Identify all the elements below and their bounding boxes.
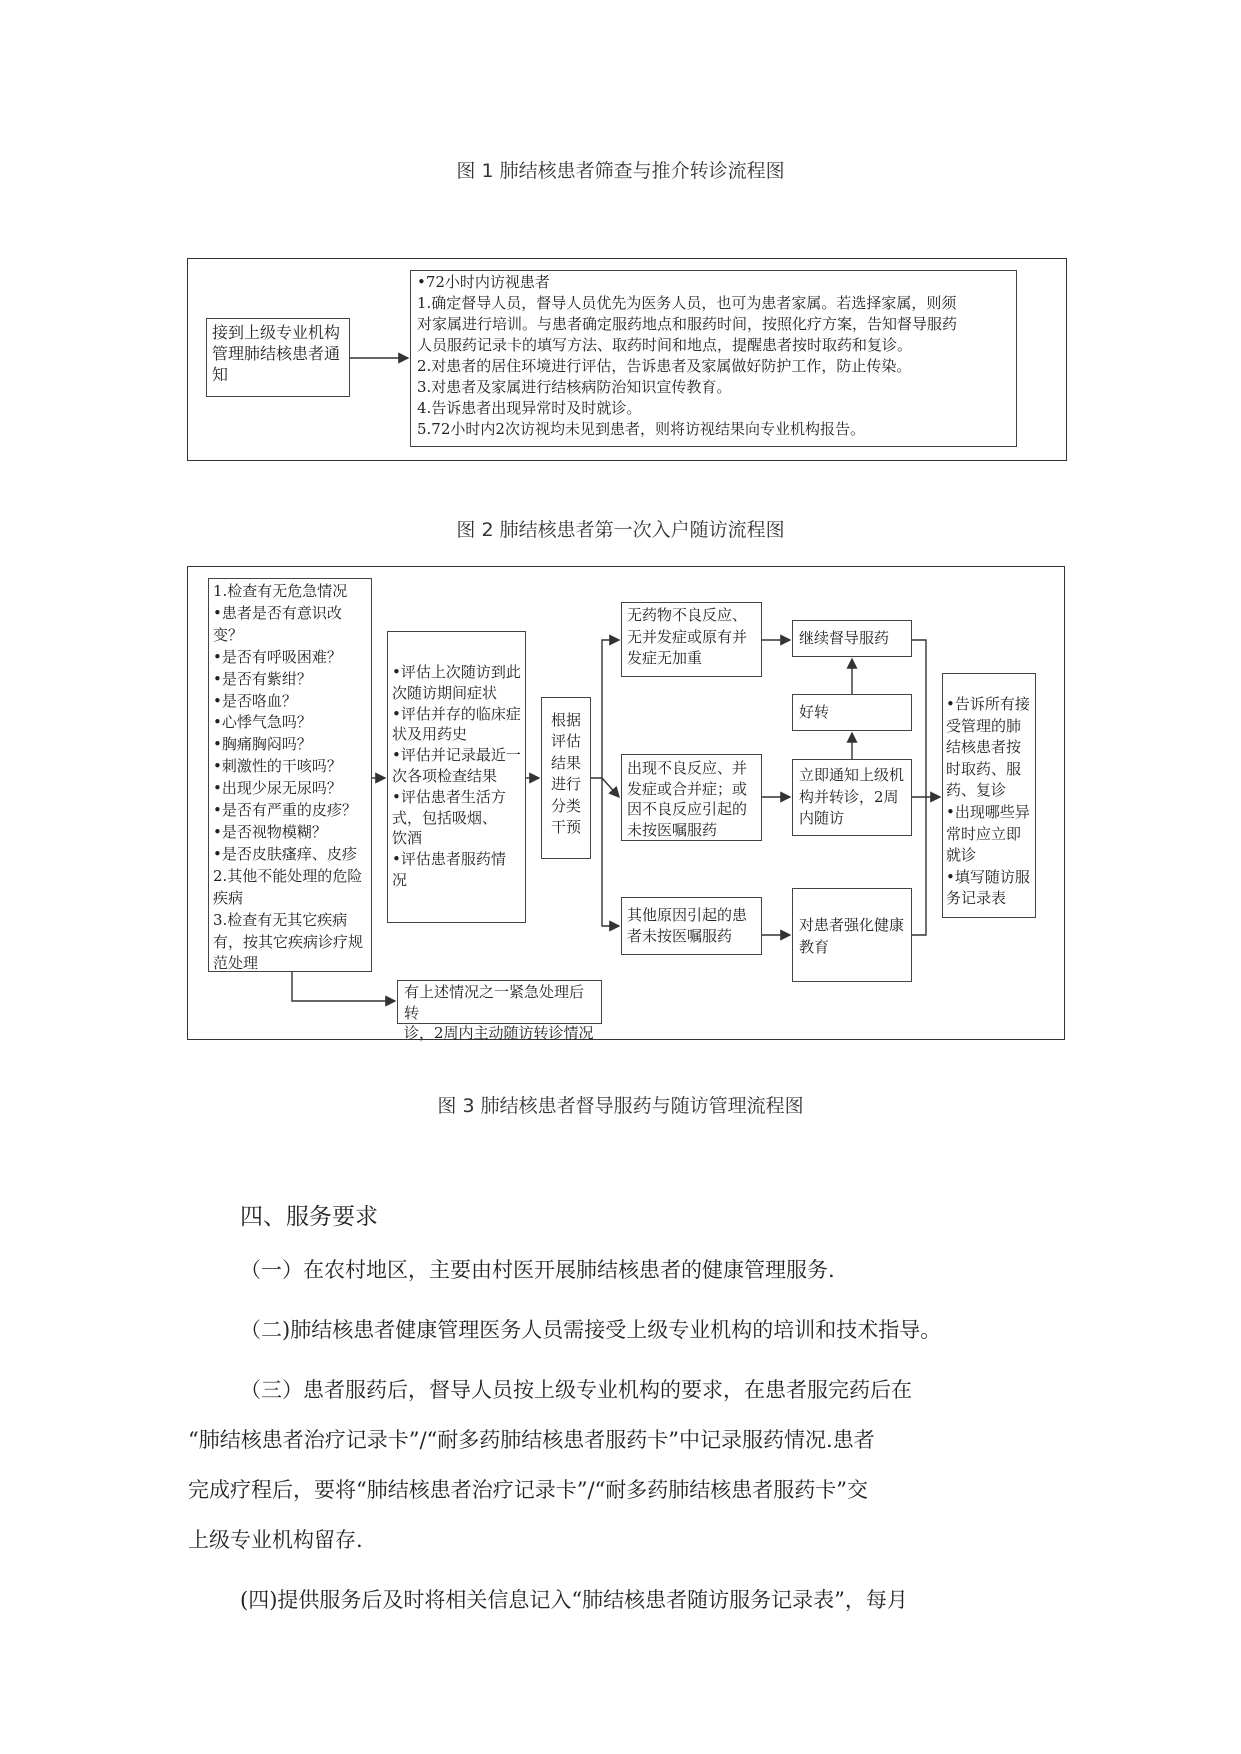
classify-box: 根据 评估 结果 进行 分类 干预 — [541, 697, 591, 859]
assessment-box: •评估上次随访到此 次随访期间症状 •评估并存的临床症 状及用药史 •评估并记录最近一 次各项检查结果 •评估患者生活方 式，包括吸烟、 饮酒 •评估患者服药情 况 — [387, 631, 526, 923]
other-reason-box: 其他原因引起的患 者未按医嘱服药 — [621, 897, 762, 955]
continue-supervision-box: 继续督导服药 — [792, 620, 912, 657]
figure-3-caption: 图 3 肺结核患者督导服药与随访管理流程图 — [437, 1095, 804, 1117]
emergency-referral-box: 有上述情况之一紧急处理后转 诊，2周内主动随访转诊情况 — [397, 980, 602, 1024]
improvement-box: 好转 — [792, 694, 912, 731]
paragraph-3-line-2: “肺结核患者治疗记录卡”/“耐多药肺结核患者服药卡”中记录服药情况.患者 — [188, 1428, 875, 1452]
notice-box: 接到上级专业机构 管理肺结核患者通 知 — [206, 318, 350, 397]
paragraph-3-line-1: （三）患者服药后，督导人员按上级专业机构的要求，在患者服完药后在 — [240, 1378, 912, 1402]
health-education-box: 对患者强化健康 教育 — [792, 888, 912, 982]
adverse-reaction-box: 出现不良反应、并 发症或合并症；或 因不良反应引起的 未按医嘱服药 — [621, 754, 762, 841]
emergency-check-box: 1.检查有无危急情况 •患者是否有意识改 变？ •是否有呼吸困难？ •是否有紫绀？ •是否咯血？ •心悸气急吗？ •胸痛胸闷吗？ •刺激性的干咳吗？ •出现少尿无尿吗？ •是否有严重的皮疹？ •是否视物模糊？ •是否皮肤瘙痒、皮疹 2.其他不能处理的危险 疾病 3.检查有无其它疾病 有，按其它疾病诊疗规 范处理 — [208, 578, 372, 972]
no-adverse-reaction-box: 无药物不良反应、 无并发症或原有并 发症无加重 — [621, 602, 762, 677]
home-visit-steps-box: •72小时内访视患者 1.确定督导人员，督导人员优先为医务人员，也可为患者家属。若选择家属，则须 对家属进行培训。与患者确定服药地点和服药时间，按照化疗方案，告知督导服药 人员服药记录卡的填写方法、取药时间和地点，提醒患者按时取药和复诊。 2.对患者的居住环境进行评估，告诉患者及家属做好防护工作，防止传染。 3.对患者及家属进行结核病防治知识宣传教育。 4.告诉患者出现异常时及时就诊。 5.72小时内2次访视均未见到患者，则将访视结果向专业机构报告。 — [410, 270, 1017, 447]
inform-patients-box: •告诉所有接 受管理的肺 结核患者按 时取药、服 药、复诊 •出现哪些异 常时应立即 就诊 •填写随访服 务记录表 — [942, 673, 1036, 918]
paragraph-4: (四)提供服务后及时将相关信息记入“肺结核患者随访服务记录表”，每月 — [240, 1588, 908, 1612]
paragraph-3-line-4: 上级专业机构留存. — [188, 1528, 363, 1552]
figure-1-caption: 图 1 肺结核患者筛查与推介转诊流程图 — [456, 160, 785, 182]
figure-2-caption: 图 2 肺结核患者第一次入户随访流程图 — [456, 519, 785, 541]
notify-referral-box: 立即通知上级机 构并转诊，2周 内随访 — [792, 759, 912, 836]
paragraph-2: （二)肺结核患者健康管理医务人员需接受上级专业机构的培训和技术指导。 — [240, 1318, 942, 1342]
paragraph-1: （一）在农村地区，主要由村医开展肺结核患者的健康管理服务. — [240, 1258, 835, 1282]
paragraph-3-line-3: 完成疗程后，要将“肺结核患者治疗记录卡”/“耐多药肺结核患者服药卡”交 — [188, 1478, 869, 1502]
section-heading: 四、服务要求 — [240, 1204, 378, 1230]
